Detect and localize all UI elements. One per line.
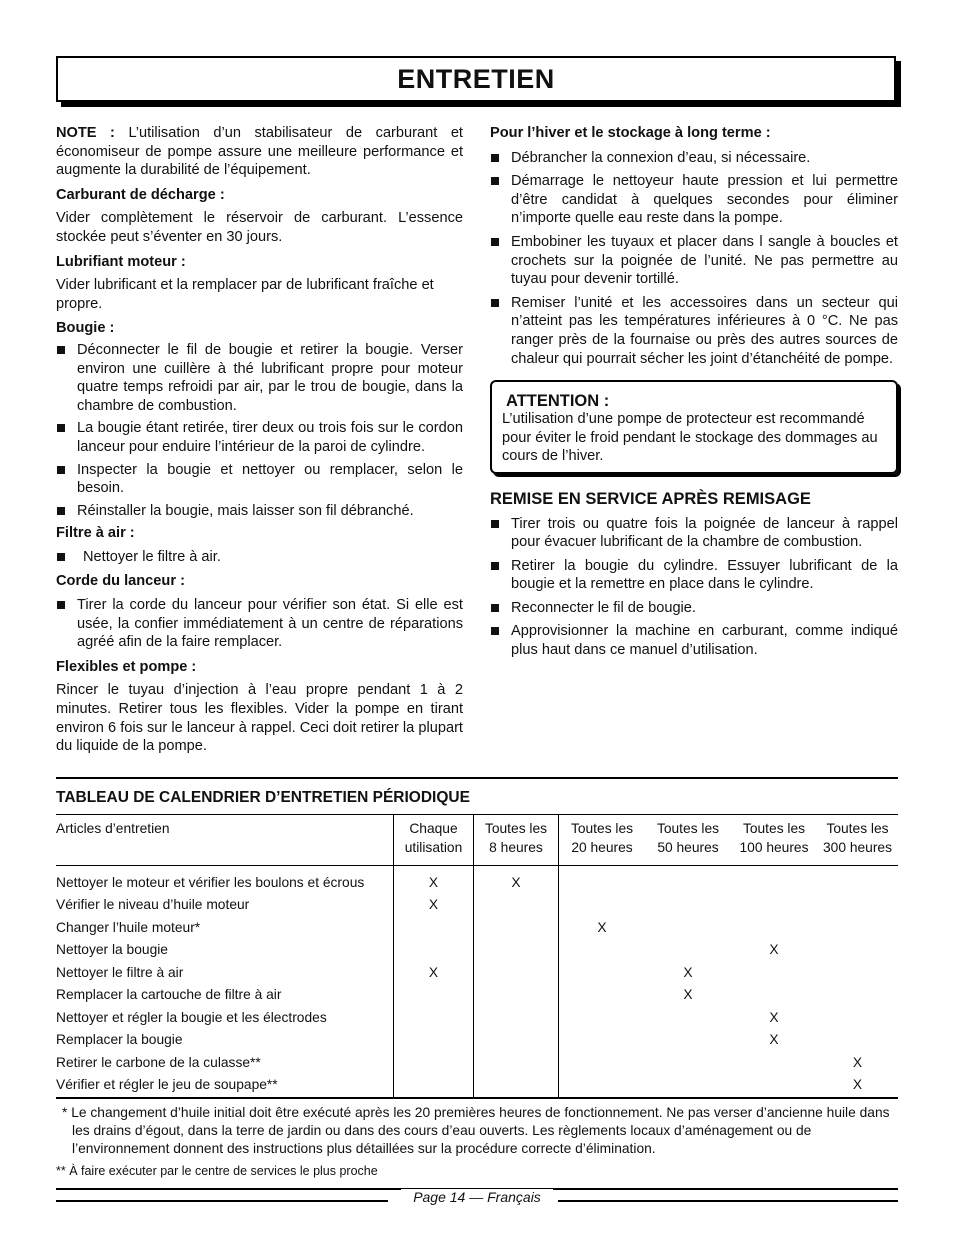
bullet-square-icon <box>491 238 499 246</box>
list-item: Débrancher la connexion d’eau, si nécessaire. <box>490 149 898 168</box>
table-header-row <box>56 814 898 865</box>
hoses-text: Rincer le tuyau d’injection à l’eau propre pendant 1 à 2 minutes. Retirer tous les flexibles. Vider la pompe en tirant environ 6 fois sur le lanceur à rappel. Ceci doit retirer la plupart du liquide de la pompe. <box>56 682 463 755</box>
column-header: Toutes les 300 heures <box>817 814 898 865</box>
fuel-heading: Carburant de décharge : <box>56 186 225 203</box>
oil-heading: Lubrifiant moteur : <box>56 253 186 270</box>
divider <box>56 777 898 779</box>
hoses-heading: Flexibles et pompe : <box>56 658 197 675</box>
table-row: Nettoyer et régler la bougie et les électrodes X <box>56 1007 898 1030</box>
table-row: Vérifier et régler le jeu de soupape** X <box>56 1074 898 1098</box>
table-notes <box>56 1104 898 1180</box>
page-number: Page 14 — Français <box>401 1189 553 1205</box>
table-row: Remplacer la bougie X <box>56 1029 898 1052</box>
footnote-oil-change: * Le changement d’huile initial doit être exécuté après les 20 premières heures de fonctionnement. Ne pas verser d’ancienne huile dans les drains d’égout, dans la terre de jardin ou dans des cours d’eau ouverts. Les règlements locaux d’aménagement ou de l’environnement donnent des instructions plus détaillées sur la procédure correcte d’élimination. <box>62 1104 890 1156</box>
bullet-square-icon <box>491 627 499 635</box>
restart-list <box>490 515 898 660</box>
list-item: Reconnecter le fil de bougie. <box>490 599 898 618</box>
bullet-square-icon <box>57 424 65 432</box>
list-item: Déconnecter le fil de bougie et retirer la bougie. Verser environ une cuillère à thé lubrificant propre pour moteur quatre temps refroidi par air, par le trou de bougie, dans la chambre de combustion. <box>56 341 463 415</box>
column-header: Toutes les 100 heures <box>731 814 817 865</box>
note-paragraph <box>56 124 463 180</box>
table-row: Remplacer la cartouche de filtre à air X <box>56 984 898 1007</box>
note-text: L’utilisation d’un stabilisateur de carburant et économiseur de pompe assure une meilleure performance et augmente la durabilité de l’équipement. <box>56 125 463 179</box>
plug-heading: Bougie : <box>56 320 115 337</box>
schedule-table <box>56 814 898 1099</box>
table-row: Nettoyer la bougie X <box>56 939 898 962</box>
footnote-service-center: ** À faire exécuter par le centre de services le plus proche <box>56 1163 378 1178</box>
list-item: Inspecter la bougie et nettoyer ou remplacer, selon le besoin. <box>56 461 463 498</box>
column-header: Chaque utilisation <box>394 814 474 865</box>
plug-list <box>56 341 463 520</box>
winter-heading: Pour l’hiver et le stockage à long terme : <box>490 125 771 141</box>
bullet-square-icon <box>491 520 499 528</box>
list-item: Tirer trois ou quatre fois la poignée de lanceur à rappel pour évacuer lubrificant de la chambre de combustion. <box>490 515 898 552</box>
list-item: Approvisionner la machine en carburant, comme indiqué plus haut dans ce manuel d’utilisation. <box>490 622 898 659</box>
list-item: Tirer la corde du lanceur pour vérifier son état. Si elle est usée, la confier immédiatement à un centre de réparations agréé afin de la faire remplacer. <box>56 596 463 652</box>
bullet-square-icon <box>57 553 65 561</box>
cord-heading: Corde du lanceur : <box>56 573 185 590</box>
page-footer <box>56 1186 898 1208</box>
list-item: Embobiner les tuyaux et placer dans l sangle à boucles et crochets sur la poignée de l’unité. Ne pas permettre au tuyau pour devenir tortillé. <box>490 233 898 289</box>
oil-text: Vider lubrificant et la remplacer par de lubrificant fraîche et propre. <box>56 277 434 312</box>
winter-list <box>490 149 898 369</box>
bullet-square-icon <box>491 299 499 307</box>
table-row: Retirer le carbone de la culasse** X <box>56 1052 898 1075</box>
bullet-square-icon <box>57 507 65 515</box>
schedule-title: TABLEAU DE CALENDRIER D’ENTRETIEN PÉRIODIQUE <box>56 789 470 806</box>
page-title: ENTRETIEN <box>397 63 555 94</box>
page-title-box <box>56 56 896 102</box>
column-header: Toutes les 20 heures <box>559 814 646 865</box>
table-row: Nettoyer le moteur et vérifier les boulons et écrous X X <box>56 865 898 894</box>
left-column <box>56 124 463 762</box>
column-header: Toutes les 8 heures <box>474 814 559 865</box>
attention-box <box>490 380 898 474</box>
bullet-square-icon <box>491 562 499 570</box>
column-header: Toutes les 50 heures <box>645 814 731 865</box>
list-item: Réinstaller la bougie, mais laisser son fil débranché. <box>56 502 463 521</box>
cord-list <box>56 596 463 652</box>
fuel-text: Vider complètement le réservoir de carburant. L’essence stockée peut s’éventer en 30 jours. <box>56 210 463 245</box>
footer-text-wrap <box>56 1188 898 1207</box>
table-row: Nettoyer le filtre à air X X <box>56 962 898 985</box>
attention-text: L’utilisation d’une pompe de protecteur est recommandé pour éviter le froid pendant le stockage des dommages au cours de l’hiver. <box>502 411 878 465</box>
bullet-square-icon <box>491 154 499 162</box>
maintenance-schedule <box>56 777 898 1190</box>
bullet-square-icon <box>57 346 65 354</box>
bullet-square-icon <box>491 177 499 185</box>
column-header: Articles d’entretien <box>56 814 394 865</box>
table-row: Changer l’huile moteur* X <box>56 917 898 940</box>
list-item: La bougie étant retirée, tirer deux ou trois fois sur le cordon lanceur pour enduire l’intérieur de la paroi de cylindre. <box>56 419 463 456</box>
right-column <box>490 124 898 664</box>
note-label: NOTE : <box>56 125 115 141</box>
list-item: Remiser l’unité et les accessoires dans un secteur qui n’atteint pas les températures inférieures à 0 °C. Ne pas ranger près de la fournaise ou près des autres sources de chaleur qui pourrait sécher les joint d’étanchéité de pompe. <box>490 294 898 368</box>
filter-heading: Filtre à air : <box>56 525 135 542</box>
list-item: Démarrage le nettoyeur haute pression et lui permettre d’être candidat à quelques secondes pour éliminer n’importe quelle eau reste dans la pompe. <box>490 172 898 228</box>
filter-list <box>56 548 463 567</box>
bullet-square-icon <box>491 604 499 612</box>
list-item: Nettoyer le filtre à air. <box>56 548 463 567</box>
attention-heading: ATTENTION : <box>506 392 610 411</box>
table-row: Vérifier le niveau d’huile moteur X <box>56 894 898 917</box>
bullet-square-icon <box>57 601 65 609</box>
list-item: Retirer la bougie du cylindre. Essuyer lubrificant de la bougie et la remettre en place dans le cylindre. <box>490 557 898 594</box>
bullet-square-icon <box>57 466 65 474</box>
restart-heading: REMISE EN SERVICE APRÈS REMISAGE <box>490 489 811 508</box>
